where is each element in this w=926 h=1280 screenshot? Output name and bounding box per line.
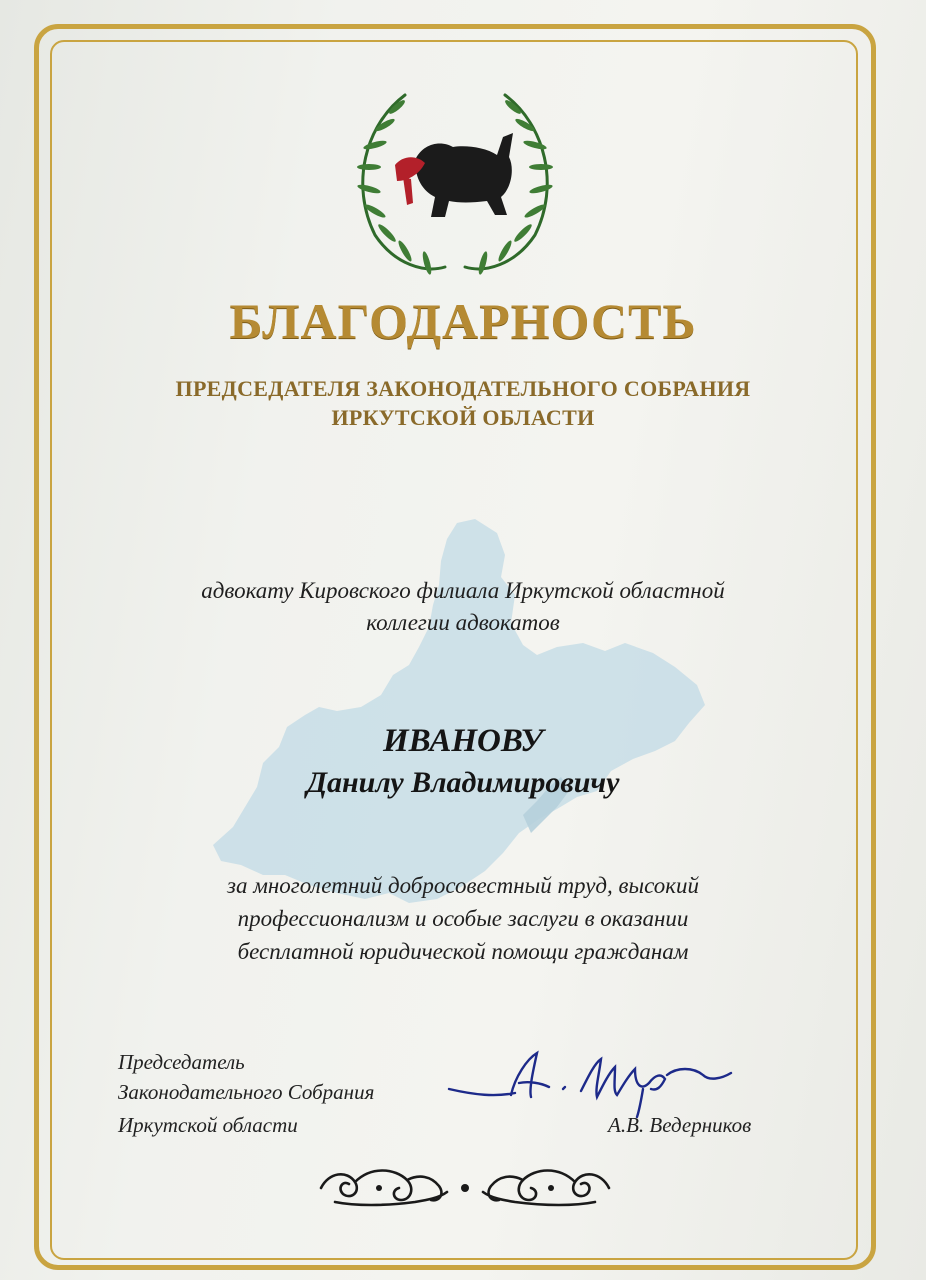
recipient-given-names: Данилу Владимировичу [306, 766, 620, 799]
signatory-title-line-2: Законодательного Собрания [118, 1080, 375, 1104]
signatory-name: А.В. Ведерников [608, 1113, 752, 1137]
decorative-flourish-icon [315, 1158, 615, 1210]
merit-line-3: бесплатной юридической помощи гражданам [237, 939, 689, 964]
handwritten-signature [445, 1045, 735, 1120]
merit-line-2: профессионализм и особые заслуги в оказании [237, 906, 689, 931]
signatory-title-line-3: Иркутской области [118, 1113, 298, 1137]
recipient-role-line-1: адвокату Кировского филиала Иркутской областной [201, 578, 725, 603]
subtitle-line-2: ИРКУТСКОЙ ОБЛАСТИ [331, 405, 595, 430]
certificate-title: БЛАГОДАРНОСТЬ [229, 293, 697, 349]
merit-line-1: за многолетний добросовестный труд, высокий [226, 873, 699, 898]
irkutsk-coat-of-arms-icon [345, 85, 565, 280]
subtitle-line-1: ПРЕДСЕДАТЕЛЯ ЗАКОНОДАТЕЛЬНОГО СОБРАНИЯ [175, 376, 751, 401]
signatory-title-line-1: Председатель [118, 1050, 245, 1074]
recipient-role-line-2: коллегии адвокатов [366, 610, 560, 635]
recipient-surname: ИВАНОВУ [382, 723, 544, 759]
irkutsk-region-map [205, 515, 715, 905]
